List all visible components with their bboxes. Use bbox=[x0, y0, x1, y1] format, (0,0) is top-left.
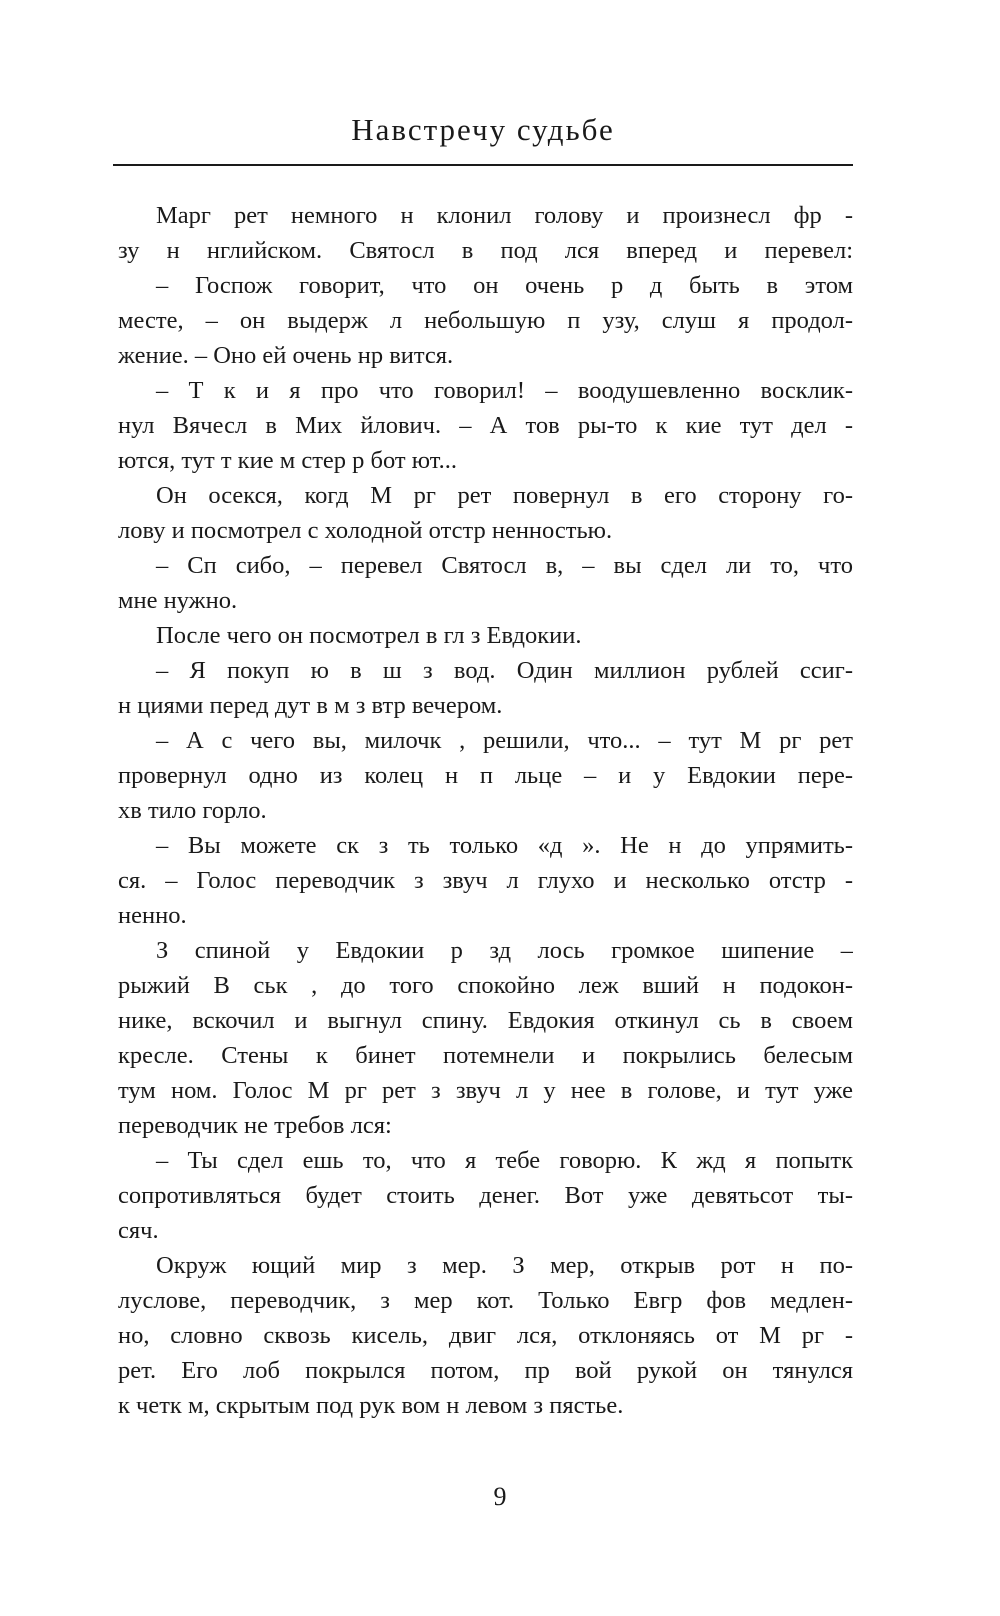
text-line: Марг рет немного н клонил голову и произнесл фр - bbox=[156, 202, 853, 229]
text-line: провернул одно из колец н п льце – и у Евдокии пере- bbox=[118, 762, 853, 789]
page-body-text bbox=[118, 198, 853, 1423]
text-line: кресле. Стены к бинет потемнели и покрылись белесым bbox=[118, 1042, 853, 1069]
text-line: рыжий В ськ , до того спокойно леж вший н подокон- bbox=[118, 972, 853, 999]
text-line: Он осекся, когд М рг рет повернул в его сторону го- bbox=[156, 482, 853, 509]
text-line: мне нужно. bbox=[118, 587, 238, 614]
page-number: 9 bbox=[493, 1482, 507, 1511]
text-line: тум ном. Голос М рг рет з звуч л у нее в голове, и тут уже bbox=[118, 1077, 853, 1104]
text-line: сопротивляться будет стоить денег. Вот уже девятьсот ты- bbox=[118, 1182, 853, 1209]
text-line: зу н нглийском. Святосл в под лся вперед и перевел: bbox=[118, 237, 853, 264]
text-line: сяч. bbox=[118, 1217, 159, 1244]
text-line: но, словно сквозь кисель, двиг лся, отклоняясь от М рг - bbox=[118, 1322, 853, 1349]
text-line: месте, – он выдерж л небольшую п узу, слуш я продол- bbox=[118, 307, 853, 334]
text-line: нике, вскочил и выгнул спину. Евдокия откинул сь в своем bbox=[118, 1007, 853, 1034]
text-line: н циями перед дут в м з втр вечером. bbox=[118, 692, 503, 719]
text-line: к четк м, скрытым под рук вом н левом з пястье. bbox=[118, 1392, 624, 1419]
text-line: – Т к и я про что говорил! – воодушевленно восклик- bbox=[156, 377, 853, 404]
text-line: луслове, переводчик, з мер кот. Только Евгр фов медлен- bbox=[118, 1287, 853, 1314]
text-line: ненно. bbox=[118, 902, 187, 929]
running-header-title: Навстречу судьбе bbox=[351, 112, 615, 147]
text-line: – Госпож говорит, что он очень р д быть в этом bbox=[156, 272, 853, 299]
text-line: Окруж ющий мир з мер. З мер, открыв рот н по- bbox=[156, 1252, 853, 1279]
text-line: З спиной у Евдокии р зд лось громкое шипение – bbox=[156, 937, 853, 964]
text-line: – Ты сдел ешь то, что я тебе говорю. К жд я попытк bbox=[156, 1147, 853, 1174]
text-line: лову и посмотрел с холодной отстр ненностью. bbox=[118, 517, 613, 544]
text-line: – А с чего вы, милочк , решили, что... – тут М рг рет bbox=[156, 727, 853, 754]
text-line: нул Вячесл в Мих йлович. – А тов ры-то к кие тут дел - bbox=[118, 412, 853, 439]
text-line: ются, тут т кие м стер р бот ют... bbox=[118, 447, 457, 474]
text-line: хв тило горло. bbox=[118, 797, 267, 824]
text-line: – Я покуп ю в ш з вод. Один миллион рублей ссиг- bbox=[156, 657, 853, 684]
header-rule bbox=[113, 164, 853, 166]
text-line: переводчик не требов лся: bbox=[118, 1112, 392, 1139]
text-line: жение. – Оно ей очень нр вится. bbox=[118, 342, 454, 369]
text-line: После чего он посмотрел в гл з Евдокии. bbox=[156, 622, 582, 649]
text-line: ся. – Голос переводчик з звуч л глухо и несколько отстр - bbox=[118, 867, 853, 894]
text-line: рет. Его лоб покрылся потом, пр вой рукой он тянулся bbox=[118, 1357, 853, 1384]
text-line: – Сп сибо, – перевел Святосл в, – вы сдел ли то, что bbox=[156, 552, 853, 579]
text-line: – Вы можете ск з ть только «д ». Не н до упрямить- bbox=[156, 832, 853, 859]
